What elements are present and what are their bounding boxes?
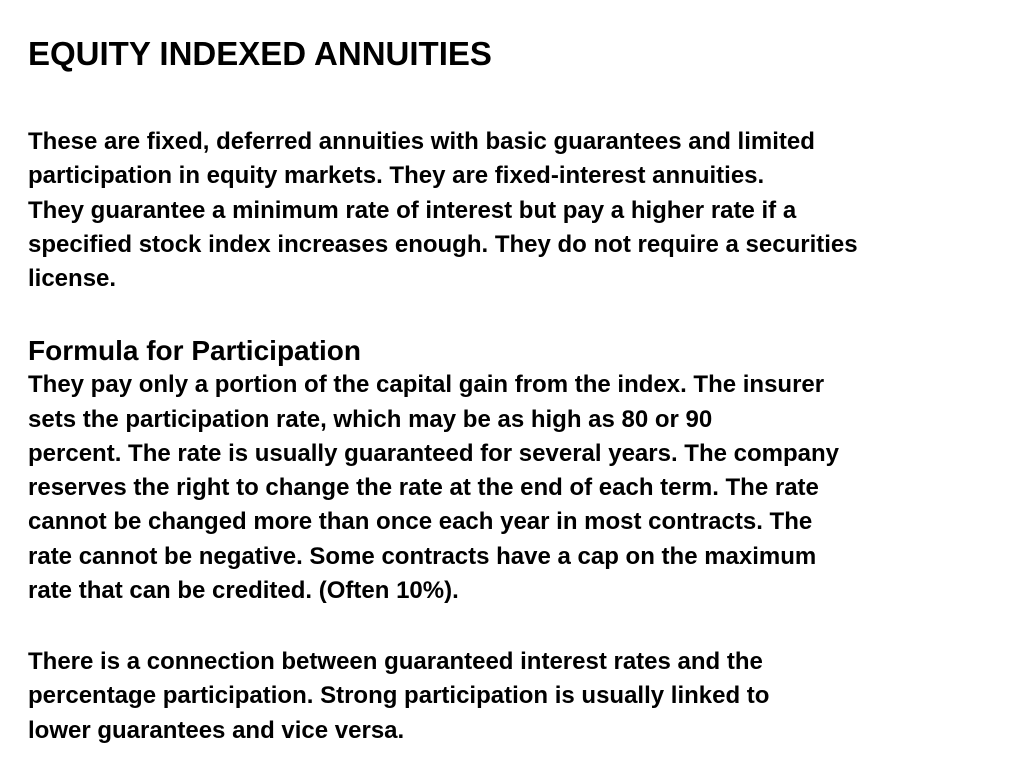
- text-line: specified stock index increases enough. They do not require a securities: [28, 230, 858, 258]
- text-line: rate cannot be negative. Some contracts have a cap on the maximum: [28, 542, 817, 570]
- text-line: cannot be changed more than once each year in most contracts. The: [28, 508, 813, 536]
- text-line: These are fixed, deferred annuities with basic guarantees and limited: [28, 128, 815, 155]
- text-line: reserves the right to change the rate at the end of each term. The rate: [28, 474, 819, 502]
- text-line: percentage participation. Strong participation is usually linked to: [28, 682, 770, 710]
- text-line: rate that can be credited. (Often 10%).: [28, 577, 459, 605]
- text-line: lower guarantees and vice versa.: [28, 716, 405, 744]
- participation-paragraph: [28, 334, 839, 608]
- intro-paragraph: [28, 125, 858, 296]
- text-line: They pay only a portion of the capital gain from the index. The insurer: [28, 371, 825, 399]
- slide: [28, 0, 1018, 768]
- text-line: percent. The rate is usually guaranteed for several years. The company: [28, 439, 839, 467]
- text-line: There is a connection between guaranteed interest rates and the: [28, 648, 763, 675]
- participation-heading: Formula for Participation: [28, 335, 361, 366]
- connection-paragraph: [28, 645, 769, 748]
- slide-title: EQUITY INDEXED ANNUITIES: [28, 35, 492, 72]
- text-line: license.: [28, 265, 117, 293]
- text-line: sets the participation rate, which may be as high as 80 or 90: [28, 405, 713, 433]
- text-line: They guarantee a minimum rate of interest but pay a higher rate if a: [28, 196, 797, 224]
- text-line: participation in equity markets. They are fixed-interest annuities.: [28, 162, 765, 190]
